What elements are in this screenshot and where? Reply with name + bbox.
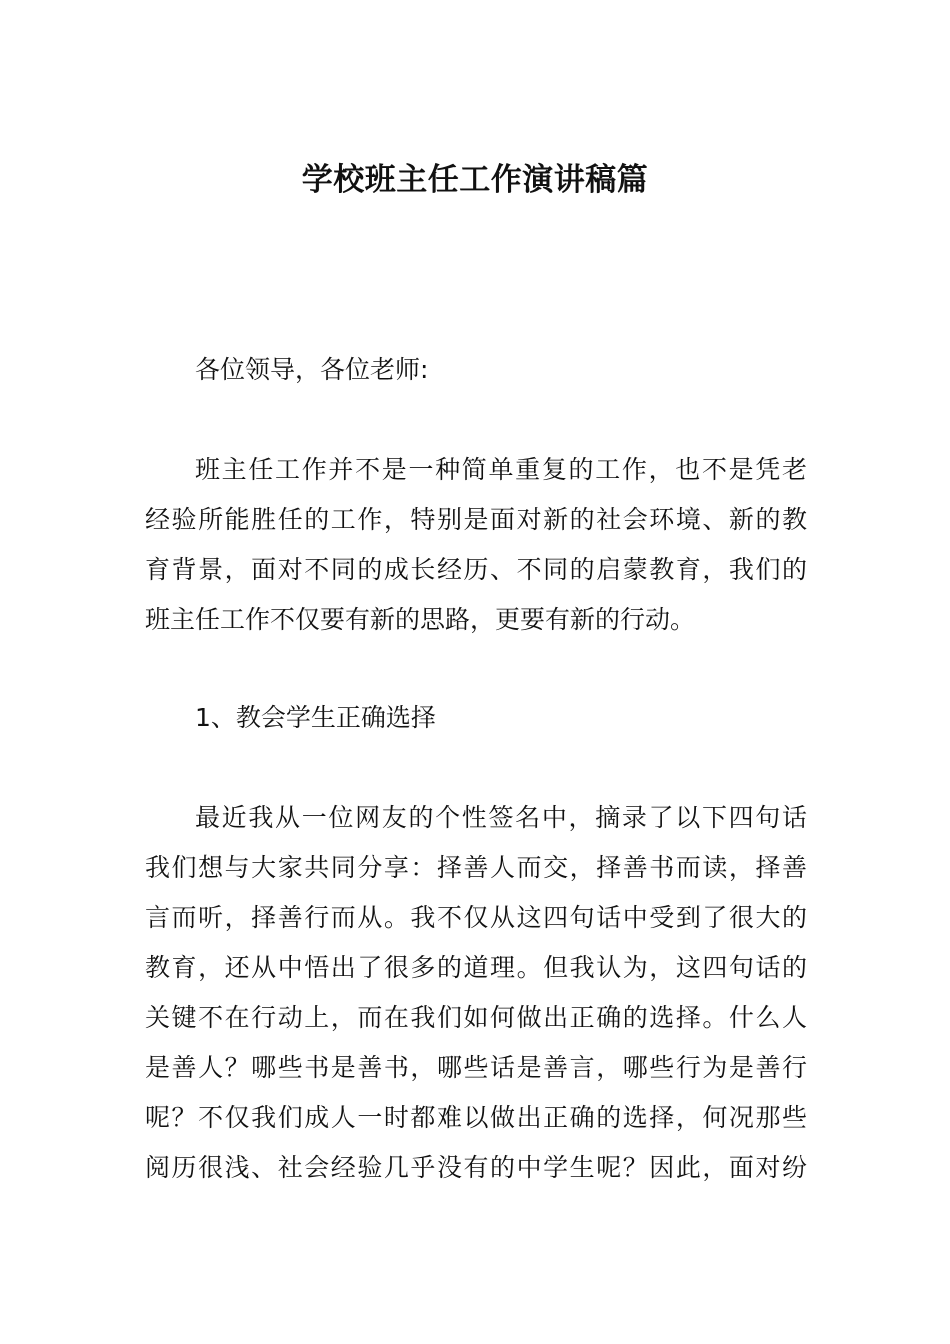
paragraph-2-line: 教育，还从中悟出了很多的道理。但我认为，这四句话的: [145, 953, 807, 982]
salutation-text: 各位领导，各位老师:: [195, 355, 429, 384]
paragraph-2-line: 呢？不仅我们成人一时都难以做出正确的选择，何况那些: [145, 1103, 807, 1132]
paragraph-2-line: 关键不在行动上，而在我们如何做出正确的选择。什么人: [145, 1003, 807, 1032]
paragraph-1-line: 班主任工作并不是一种简单重复的工作，也不是凭老: [195, 455, 807, 484]
paragraph-2-line: 阅历很浅、社会经验几乎没有的中学生呢？因此，面对纷: [145, 1153, 807, 1182]
paragraph-1-line: 班主任工作不仅要有新的思路，更要有新的行动。: [145, 605, 696, 634]
section-heading-1: [145, 693, 857, 743]
section-heading-1-text: 1、教会学生正确选择: [195, 703, 436, 732]
document-title: 学校班主任工作演讲稿篇: [301, 162, 649, 198]
paragraph-2-line: 是善人？哪些书是善书，哪些话是善言，哪些行为是善行: [145, 1053, 807, 1082]
paragraph-2-line: 最近我从一位网友的个性签名中，摘录了以下四句话: [195, 803, 807, 832]
paragraph-2: [145, 793, 807, 1193]
paragraph-2-line: 我们想与大家共同分享：择善人而交，择善书而读，择善: [145, 853, 807, 882]
paragraph-1-line: 育背景，面对不同的成长经历、不同的启蒙教育，我们的: [145, 555, 807, 584]
paragraph-1: [145, 445, 807, 645]
salutation: [145, 345, 857, 395]
paragraph-2-line: 言而听，择善行而从。我不仅从这四句话中受到了很大的: [145, 903, 807, 932]
paragraph-1-line: 经验所能胜任的工作，特别是面对新的社会环境、新的教: [145, 505, 807, 534]
